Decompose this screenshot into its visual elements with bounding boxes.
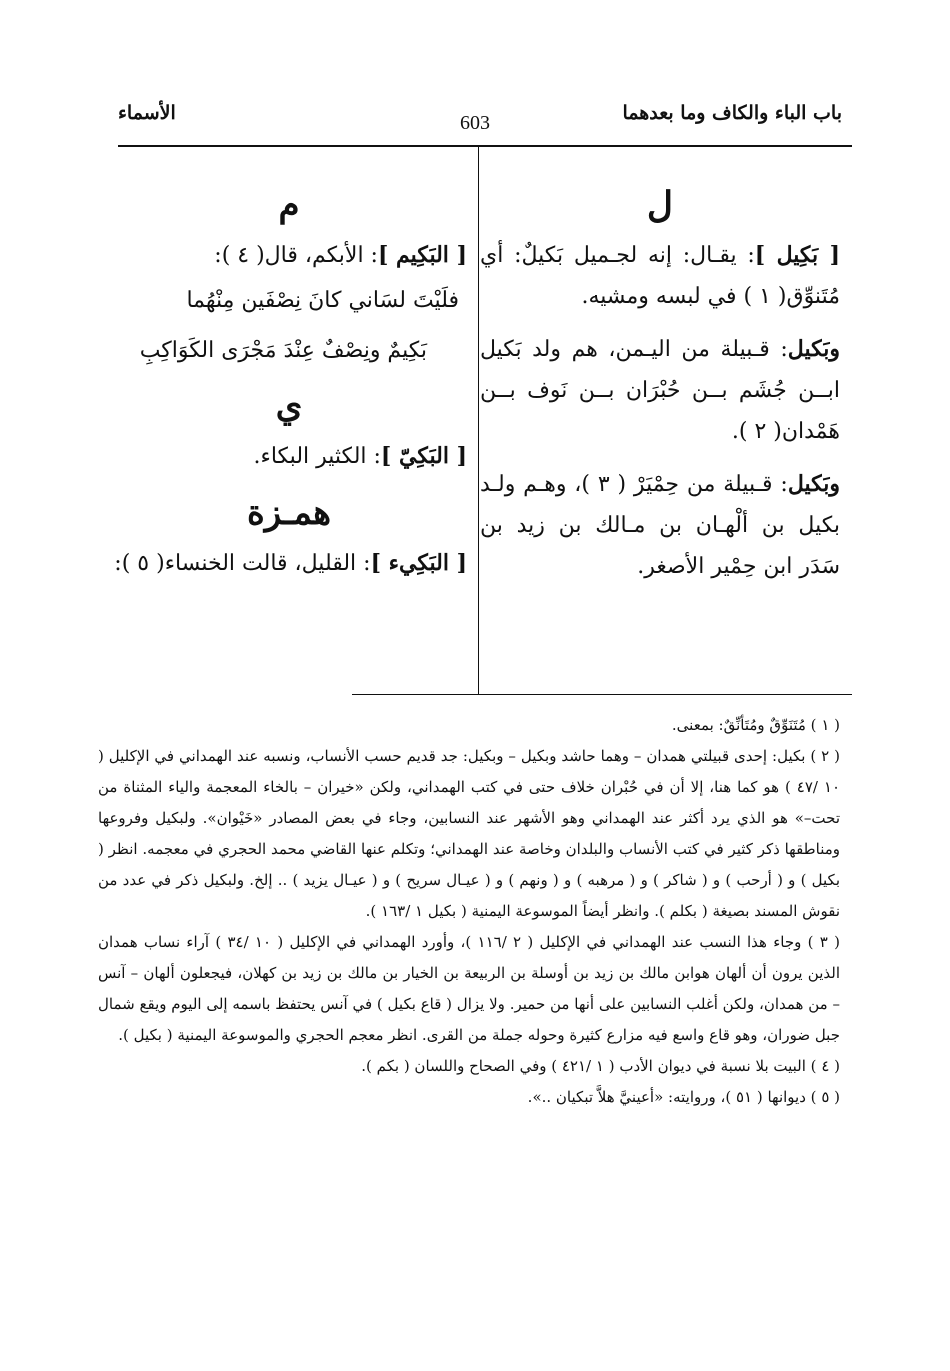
section-letter-ya: ي	[275, 386, 303, 426]
entry-text: : قـبيلة من حِمْيَرْ ( ٣ )، وهـم ولـد بكيل بن ألْهـان بن مـالك بن زيد بن سَدَر ابن حِمْير الأصغر.	[480, 472, 840, 579]
entry-keyword: [ البَكِيء ]	[370, 550, 467, 576]
entry-bakil-2	[480, 329, 840, 452]
verse-line-2: بَكِيمٌ ونِصْفٌ عِنْدَ مَجْرَى الكَوَاكِبِ	[139, 338, 427, 363]
footnote-5: ( ٥ ) ديوانها ( ٥١ )، وروايته: «أعينيَّ هلاَّ تبكيان ..».	[527, 1088, 840, 1106]
entry-bakii	[111, 543, 467, 584]
entry-keyword: [ البَكِيم ]	[377, 242, 467, 268]
entry-bakim	[111, 235, 467, 276]
entry-bakil-1	[480, 235, 840, 317]
section-letter-lam: ل	[646, 184, 674, 226]
entry-keyword: [ بَكِيل ]	[754, 242, 840, 268]
section-title: الأسماء	[118, 102, 176, 124]
right-column	[480, 175, 840, 587]
footnote-3: ( ٣ ) وجاء هذا النسب عند الهمداني في الإكليل ( ٢ /١١٦ )، وأورد الهمداني في الإكليل ( ١٠ /٣٤ ) آراء نساب همدان الذين يرون أن ألهان هوابن مالك بن زيد بن أوسلة بن الربيعة بن الخيار بن مالك بن زيد بن كهلان، فيجعلون ألهان – آنس – من همدان، ولكن أغلب النسابين على أنها من حمير. ولا يزال ( قاع بكيل ) في آنس يحتفظ باسمه إلى اليوم ويقع شمال جبل ضوران، وهو قاع واسع فيه مزارع كثيرة وحوله جملة من القرى. انظر معجم الحجري والموسوعة اليمنية ( بكيل ).	[98, 933, 840, 1044]
header-rule	[118, 145, 852, 147]
chapter-title: باب الباء والكاف وما بعدهما	[622, 102, 842, 124]
section-letter-mim: م	[278, 185, 300, 225]
footnotes	[98, 710, 840, 1113]
entry-keyword: وبَكيل	[787, 471, 841, 497]
entry-bakiyy	[111, 436, 467, 477]
entry-text: : القليل، قالت الخنساء( ٥ ):	[114, 551, 371, 576]
verse-line-1: فلَيْتَ لسَاني كانَ نِصْفَين مِنْهُما	[186, 288, 459, 313]
section-letter-hamza: همـزة	[246, 493, 332, 533]
entry-bakil-3	[480, 464, 840, 587]
column-divider	[478, 147, 479, 695]
entry-text: : قـبيلة من اليـمن، هم ولد بَكيل ابــن جُشَم بــن حُبْرَان بــن نَوف بــن هَمْدان( ٢ ).	[480, 337, 840, 444]
footnote-1: ( ١ ) مُتَنَوِّقٌ ومُتَأنِّقٌ: بمعنى.	[671, 716, 840, 734]
page-number: 603	[460, 112, 490, 134]
footnote-rule	[352, 694, 852, 695]
entry-text: : الكثير البكاء.	[253, 444, 381, 469]
entry-text: : الأبكم، قال( ٤ ):	[214, 243, 378, 268]
entry-keyword: [ البَكِيّ ]	[380, 443, 467, 469]
entry-text: : يقـال: إنه لجـميل بَكيلٌ: أي مُتَنوِّق( ١ ) في لبسه ومشيه.	[480, 243, 840, 309]
footnote-4: ( ٤ ) البيت بلا نسبة في ديوان الأدب ( ١ /٤٢١ ) وفي الصحاح واللسان ( بكم ).	[361, 1057, 840, 1075]
entry-keyword: وبَكيل	[787, 336, 840, 362]
left-column	[111, 175, 467, 584]
footnote-2: ( ٢ ) بكيل: إحدى قبيلتي همدان – وهما حاشد وبكيل – وبكيل: جد قديم حسب الأنساب، ونسبه عند الهمداني في الإكليل ( ١٠ /٤٧ ) هو كما هنا، إلا أن في حُبْران خلاف حتى في كتب الهمداني، ولكن «خيران – بالخاء المعجمة والياء المثناة من تحت–» هو الذي يرد أكثر عند الهمداني وهو الأشهر عند النسابين، وجاء في بعض المصادر «خَيْوان». ولبكيل وفروعها ومناطقها ذكر كثير في كتب الأنساب والبلدان وخاصة عند الهمداني؛ وتكلم عنها القاضي محمد الحجري في معجمه. انظر ( بكيل ) و ( أرحب ) و ( شاكر ) و ( مرهبه ) و ( ونهم ) و ( عيـال سريح ) و ( عيـال يزيد ) .. إلخ. ولبكيل ذكر في عدد من نقوش المسند بصيغة ( بكلم ). وانظر أيضاً الموسوعة اليمنية ( بكيل ١ /١٦٣ ).	[98, 747, 841, 920]
